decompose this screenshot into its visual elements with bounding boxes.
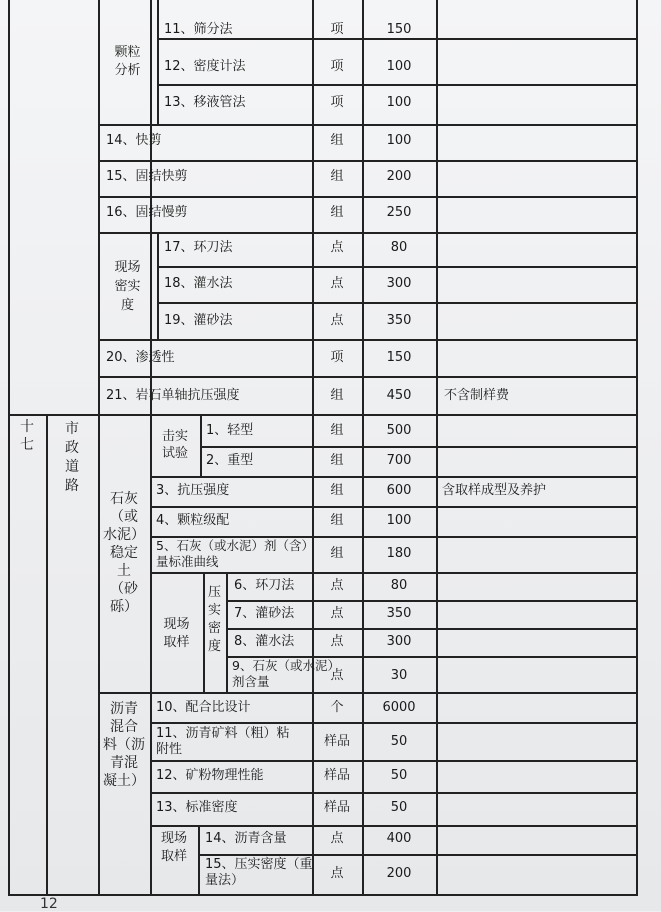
price-cell: 400 bbox=[386, 831, 412, 846]
unit-cell: 个 bbox=[330, 700, 344, 715]
item-cell: 19、灌砂法 bbox=[164, 313, 233, 328]
row-line bbox=[98, 196, 637, 198]
row-line bbox=[150, 506, 637, 508]
row-line bbox=[150, 476, 637, 478]
row-line bbox=[157, 266, 637, 268]
price-cell: 50 bbox=[390, 768, 408, 783]
unit-cell: 组 bbox=[330, 205, 344, 220]
price-cell: 100 bbox=[386, 133, 412, 148]
row-line bbox=[98, 232, 637, 234]
unit-cell: 项 bbox=[330, 95, 344, 110]
group-field-sampling: 现场 取样 bbox=[163, 617, 190, 650]
price-cell: 500 bbox=[386, 423, 412, 438]
unit-cell: 点 bbox=[330, 606, 344, 621]
item-cell: 21、岩石单轴抗压强度 bbox=[106, 388, 240, 403]
item-cell: 20、渗透性 bbox=[106, 350, 175, 365]
row-line bbox=[150, 825, 637, 827]
group-compaction-test: 击实 试验 bbox=[161, 429, 188, 461]
row-line bbox=[200, 446, 637, 448]
item-cell: 13、移液管法 bbox=[164, 95, 246, 110]
row-line bbox=[198, 854, 637, 856]
price-cell: 50 bbox=[390, 734, 408, 749]
item-cell: 4、颗粒级配 bbox=[156, 513, 230, 528]
unit-cell: 点 bbox=[330, 866, 344, 881]
col-divider-sub3 bbox=[200, 414, 202, 476]
item-cell: 5、石灰（或水泥）剂（含） 量标准曲线 bbox=[156, 538, 314, 569]
item-cell: 7、灌砂法 bbox=[234, 606, 295, 621]
price-cell: 300 bbox=[386, 276, 412, 291]
group-particle-analysis: 颗粒 分析 bbox=[114, 45, 141, 78]
price-cell: 200 bbox=[386, 866, 412, 881]
price-cell: 100 bbox=[386, 59, 412, 74]
price-cell: 200 bbox=[386, 169, 412, 184]
row-line bbox=[98, 339, 637, 341]
price-cell: 350 bbox=[386, 606, 412, 621]
unit-cell: 组 bbox=[330, 513, 344, 528]
item-cell: 1、轻型 bbox=[206, 423, 254, 438]
unit-cell: 点 bbox=[330, 831, 344, 846]
unit-cell: 样品 bbox=[323, 768, 350, 783]
unit-cell: 组 bbox=[330, 546, 344, 561]
price-cell: 350 bbox=[386, 313, 412, 328]
item-cell: 13、标准密度 bbox=[156, 800, 238, 815]
unit-cell: 点 bbox=[330, 240, 344, 255]
item-cell: 9、石灰（或水泥） 剂含量 bbox=[232, 658, 340, 689]
item-cell: 8、灌水法 bbox=[234, 634, 295, 649]
section-line bbox=[8, 414, 637, 416]
note-cell: 不含制样费 bbox=[444, 388, 510, 403]
price-cell: 700 bbox=[386, 453, 412, 468]
group-compaction-density: 压 实 密 度 bbox=[207, 585, 221, 654]
row-line bbox=[157, 84, 637, 86]
item-cell: 18、灌水法 bbox=[164, 276, 233, 291]
table-bottom bbox=[8, 894, 637, 896]
price-cell: 450 bbox=[386, 388, 412, 403]
unit-cell: 点 bbox=[330, 313, 344, 328]
item-cell: 10、配合比设计 bbox=[156, 700, 251, 715]
price-cell: 300 bbox=[386, 634, 412, 649]
item-cell: 6、环刀法 bbox=[234, 578, 295, 593]
item-cell: 11、沥青矿料（粗）粘 附性 bbox=[156, 726, 290, 757]
row-line bbox=[98, 376, 637, 378]
row-line bbox=[157, 38, 637, 40]
col-divider-sub1 bbox=[157, 0, 159, 124]
row-line bbox=[226, 600, 637, 602]
row-line bbox=[150, 572, 637, 574]
group-asphalt-field-sampling: 现场 取样 bbox=[160, 831, 187, 864]
unit-cell: 点 bbox=[330, 634, 344, 649]
row-line bbox=[98, 692, 637, 694]
unit-cell: 组 bbox=[330, 169, 344, 184]
row-line bbox=[98, 124, 637, 126]
unit-cell: 组 bbox=[330, 423, 344, 438]
price-cell: 150 bbox=[386, 22, 412, 37]
item-cell: 14、快剪 bbox=[106, 133, 162, 148]
item-cell: 12、矿粉物理性能 bbox=[156, 768, 264, 783]
group-field-density: 现场 密实 度 bbox=[114, 260, 141, 313]
item-cell: 16、固结慢剪 bbox=[106, 205, 188, 220]
row-line bbox=[150, 722, 637, 724]
unit-cell: 组 bbox=[330, 483, 344, 498]
group-lime-stabilized-soil: 石灰 （或 水泥） 稳定 土 （砂 砾） bbox=[103, 491, 145, 615]
border-right bbox=[636, 0, 638, 896]
price-cell: 150 bbox=[386, 350, 412, 365]
unit-cell: 点 bbox=[330, 276, 344, 291]
unit-cell: 点 bbox=[330, 578, 344, 593]
price-cell: 80 bbox=[390, 240, 408, 255]
unit-cell: 点 bbox=[330, 668, 344, 683]
item-cell: 12、密度计法 bbox=[164, 59, 246, 74]
unit-cell: 组 bbox=[330, 388, 344, 403]
unit-cell: 项 bbox=[330, 59, 344, 74]
unit-cell: 项 bbox=[330, 350, 344, 365]
row-line bbox=[150, 760, 637, 762]
col-divider-note bbox=[436, 0, 438, 896]
price-cell: 80 bbox=[390, 578, 408, 593]
item-cell: 2、重型 bbox=[206, 453, 254, 468]
row-line bbox=[226, 628, 637, 630]
unit-cell: 项 bbox=[330, 22, 344, 37]
item-cell: 15、固结快剪 bbox=[106, 169, 188, 184]
price-cell: 600 bbox=[386, 483, 412, 498]
row-line bbox=[150, 792, 637, 794]
price-cell: 50 bbox=[390, 800, 408, 815]
item-cell: 3、抗压强度 bbox=[156, 483, 230, 498]
unit-cell: 样品 bbox=[323, 734, 350, 749]
col-divider-sub5 bbox=[226, 572, 228, 692]
section-number: 十 七 bbox=[20, 419, 34, 453]
row-line bbox=[98, 160, 637, 162]
unit-cell: 组 bbox=[330, 453, 344, 468]
price-cell: 6000 bbox=[382, 700, 416, 715]
row-line bbox=[157, 302, 637, 304]
note-cell: 含取样成型及养护 bbox=[442, 483, 547, 498]
item-cell: 11、筛分法 bbox=[164, 22, 233, 37]
item-cell: 14、沥青含量 bbox=[205, 831, 287, 846]
price-cell: 180 bbox=[386, 546, 412, 561]
group-asphalt-mix: 沥青 混合 料（沥 青混 凝土） bbox=[103, 701, 145, 789]
section-name: 市 政 道 路 bbox=[65, 421, 79, 494]
price-cell: 100 bbox=[386, 95, 412, 110]
price-cell: 100 bbox=[386, 513, 412, 528]
col-divider-sub2 bbox=[157, 232, 159, 339]
page-number: 12 bbox=[40, 896, 58, 912]
price-cell: 30 bbox=[390, 668, 408, 683]
item-cell: 15、压实密度（重 量法） bbox=[205, 857, 313, 888]
col-divider-sub6 bbox=[198, 825, 200, 896]
price-cell: 250 bbox=[386, 205, 412, 220]
item-cell: 17、环刀法 bbox=[164, 240, 233, 255]
unit-cell: 样品 bbox=[323, 800, 350, 815]
unit-cell: 组 bbox=[330, 133, 344, 148]
